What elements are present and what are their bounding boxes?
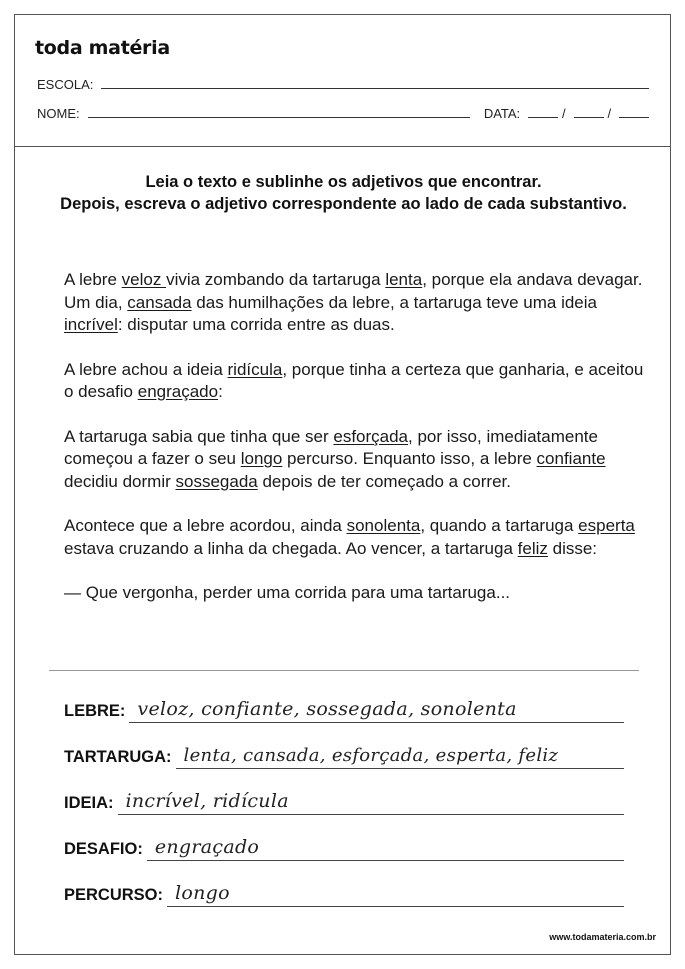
date-month-line [574,117,604,118]
footer-url: www.todamateria.com.br [549,932,656,942]
handwritten-answer: incrível, ridícula [125,790,289,812]
brand-logo: toda matéria [35,37,170,59]
instructions [55,171,632,215]
answer-label: DESAFIO: [64,840,143,858]
answer-label: IDEIA: [64,794,114,812]
instruction-line: Depois, escreva o adjetivo correspondente ao lado de cada substantivo. [60,195,627,213]
story-paragraph: A lebre veloz vivia zombando da tartaruga lenta, porque ela andava devagar. Um dia, cansada das humilhações da lebre, a tartaruga teve uma ideia incrível: disputar uma corrida entre as duas. [64,270,643,334]
date-slash: / [607,106,612,121]
story-paragraph: Acontece que a lebre acordou, ainda sonolenta, quando a tartaruga esperta estava cruzando a linha da chegada. Ao vencer, a tartaruga feliz disse: [64,516,635,558]
data-label: DATA: [483,106,521,121]
answer-row-lebre [64,687,624,723]
escola-line [101,88,649,89]
nome-data-row [37,106,649,121]
answer-label: LEBRE: [64,702,126,720]
answer-section [64,687,624,907]
answer-line[interactable] [118,785,625,815]
escola-label: ESCOLA: [37,77,94,92]
date-year-line [619,117,649,118]
worksheet [14,14,671,955]
instruction-line: Leia o texto e sublinhe os adjetivos que encontrar. [145,173,542,191]
answer-line[interactable] [176,739,624,769]
handwritten-answer: longo [175,882,230,904]
escola-field [37,77,649,92]
story-closing-line: — Que vergonha, perder uma corrida para uma tartaruga... [64,583,511,602]
story-text [64,269,644,627]
nome-line [88,117,470,118]
answer-row-desafio [64,815,624,861]
nome-label: NOME: [37,106,80,121]
section-divider [49,670,639,671]
story-paragraph: A tartaruga sabia que tinha que ser esforçada, por isso, imediatamente começou a fazer o seu longo percurso. Enquanto isso, a lebre confiante decidiu dormir sossegada depois de ter começado a correr. [64,426,606,491]
story-paragraph: A lebre achou a ideia ridícula, porque tinha a certeza que ganharia, e aceitou o desafio engraçado: [64,359,644,401]
answer-line[interactable] [129,693,624,723]
worksheet-header [15,15,670,147]
answer-label: PERCURSO: [64,886,164,904]
answer-label: TARTARUGA: [64,748,172,766]
date-slash: / [562,106,566,121]
answer-row-ideia [64,769,624,815]
answer-row-percurso [64,861,624,907]
handwritten-answer: veloz, confiante, sossegada, sonolenta [137,698,517,720]
date-day-line [528,117,558,118]
handwritten-answer: engraçado [154,836,260,858]
answer-line[interactable] [147,831,624,861]
handwritten-answer: lenta, cansada, esforçada, esperta, feliz [183,745,559,766]
answer-row-tartaruga [64,723,624,769]
answer-line[interactable] [167,877,624,907]
